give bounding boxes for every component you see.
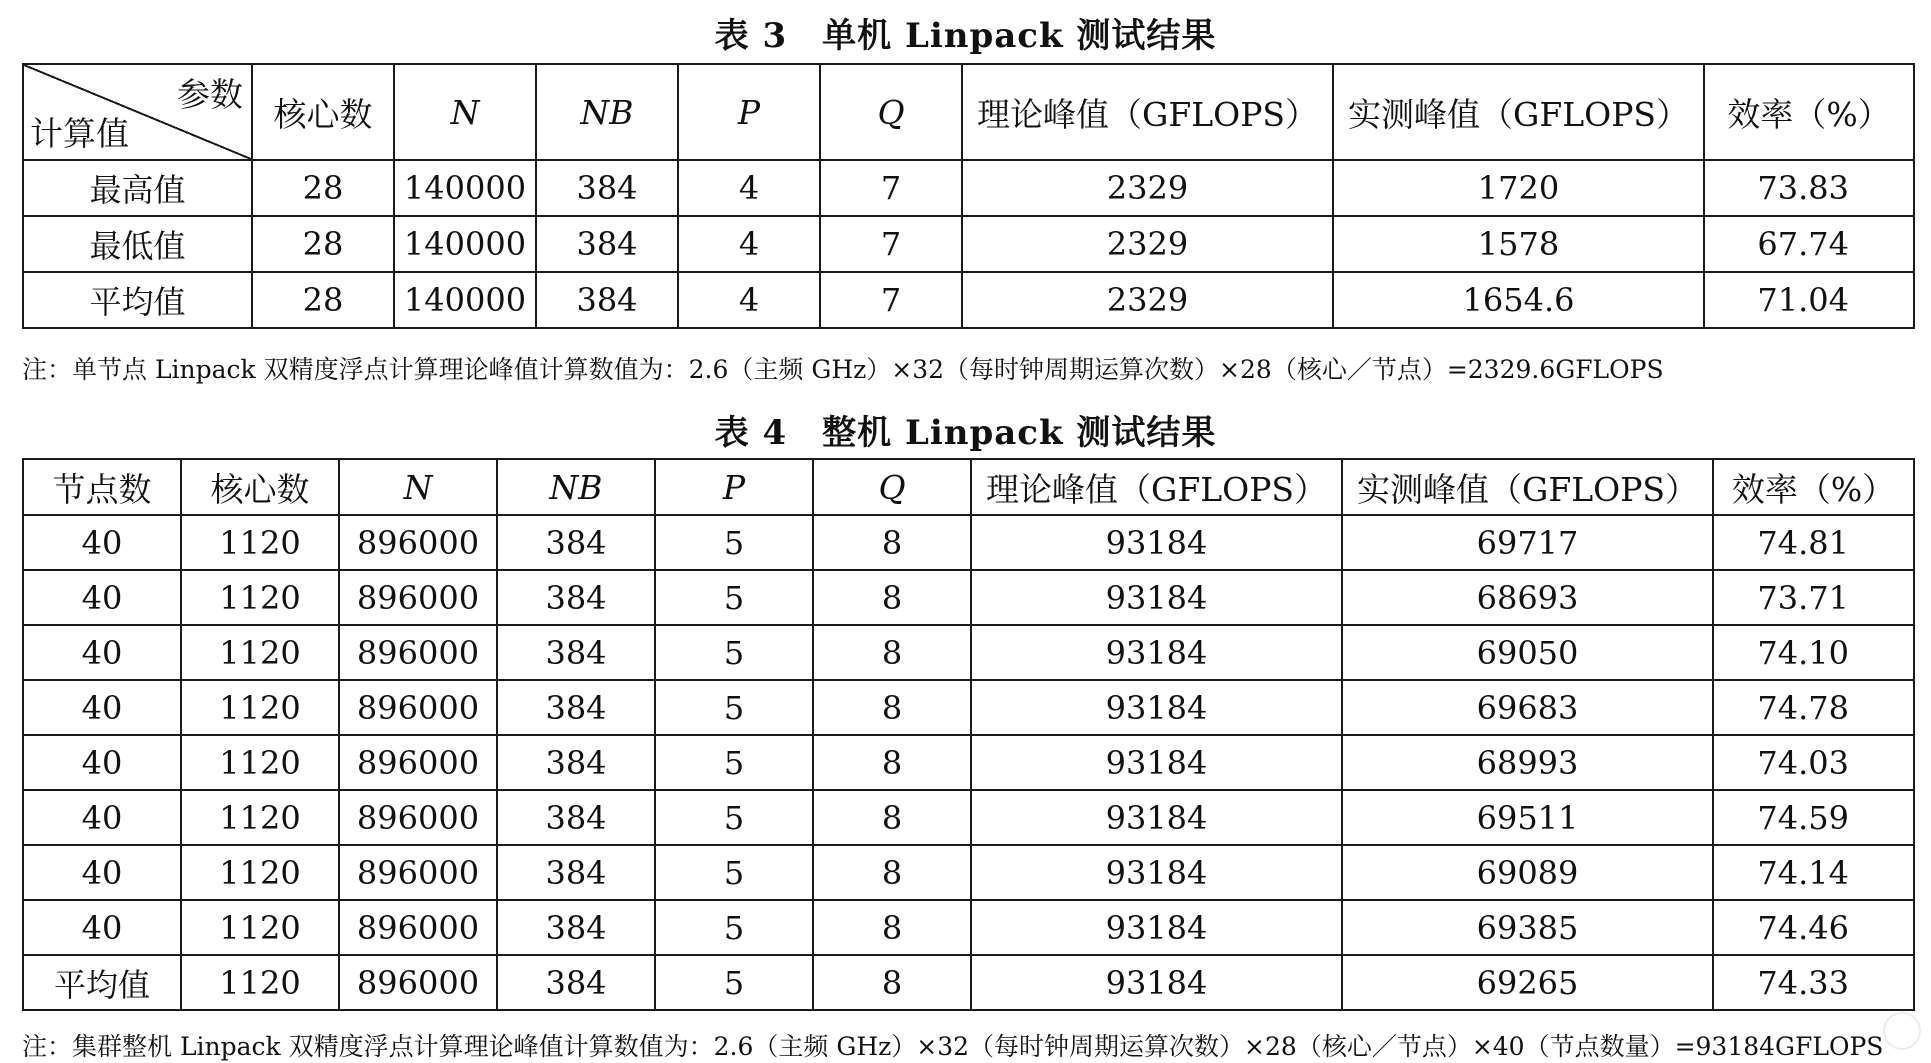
table3-cell: 2329 xyxy=(962,160,1333,216)
table3-cell: 7 xyxy=(820,272,962,328)
table4-cell: 1120 xyxy=(181,680,339,735)
table3-cell: 384 xyxy=(536,160,678,216)
watermark-icon xyxy=(1883,1012,1921,1050)
table3-row xyxy=(23,272,1914,328)
table3-cell: 71.04 xyxy=(1704,272,1914,328)
table4 xyxy=(22,458,1915,1011)
table3-body xyxy=(23,160,1914,328)
table3-cell: 67.74 xyxy=(1704,216,1914,272)
table4-cell: 68993 xyxy=(1342,735,1713,790)
table4-cell: 896000 xyxy=(339,790,497,845)
table4-cell: 896000 xyxy=(339,515,497,570)
table3-row xyxy=(23,160,1914,216)
table4-cell: 93184 xyxy=(971,680,1342,735)
table4-body xyxy=(23,515,1914,1010)
table4-col-nb: NB xyxy=(497,459,655,515)
table3-cell: 28 xyxy=(252,216,394,272)
table3-cell: 28 xyxy=(252,272,394,328)
table4-cell: 93184 xyxy=(971,515,1342,570)
table4-cell: 5 xyxy=(655,625,813,680)
table4-col-efficiency: 效率（%） xyxy=(1713,459,1914,515)
table4-cell: 1120 xyxy=(181,625,339,680)
table3-cell: 28 xyxy=(252,160,394,216)
table4-cell: 896000 xyxy=(339,955,497,1010)
table4-caption: 表 4 整机 Linpack 测试结果 xyxy=(714,413,1217,453)
table4-cell: 5 xyxy=(655,900,813,955)
table3-cell: 140000 xyxy=(394,272,536,328)
table3-cell: 384 xyxy=(536,216,678,272)
table4-cell: 8 xyxy=(813,845,971,900)
table4-col-theoretical-peak: 理论峰值（GFLOPS） xyxy=(971,459,1342,515)
table3-cell: 平均值 xyxy=(23,272,252,328)
table4-cell: 1120 xyxy=(181,515,339,570)
table4-cell: 40 xyxy=(23,680,181,735)
table3-note: 注：单节点 Linpack 双精度浮点计算理论峰值计算数值为：2.6（主频 GHz）×32（每时钟周期运算次数）×28（核心／节点）=2329.6GFLOPS xyxy=(22,355,1664,384)
table4-cell: 40 xyxy=(23,900,181,955)
table4-cell: 74.14 xyxy=(1713,845,1914,900)
table3-col-p: P xyxy=(678,64,820,160)
table3-cell: 140000 xyxy=(394,160,536,216)
table4-cell: 5 xyxy=(655,570,813,625)
table4-cell: 74.81 xyxy=(1713,515,1914,570)
table4-cell: 74.59 xyxy=(1713,790,1914,845)
table4-cell: 1120 xyxy=(181,955,339,1010)
table3-cell: 4 xyxy=(678,272,820,328)
table4-cell: 40 xyxy=(23,625,181,680)
table4-cell: 896000 xyxy=(339,735,497,790)
table4-col-p: P xyxy=(655,459,813,515)
table3-cell: 7 xyxy=(820,216,962,272)
table4-cell: 384 xyxy=(497,625,655,680)
diag-label-params: 参数 xyxy=(177,75,243,114)
table4-cell: 69265 xyxy=(1342,955,1713,1010)
table4-cell: 69050 xyxy=(1342,625,1713,680)
table4-col-measured-peak: 实测峰值（GFLOPS） xyxy=(1342,459,1713,515)
table3-row xyxy=(23,216,1914,272)
table3-col-efficiency: 效率（%） xyxy=(1704,64,1914,160)
table3-cell: 384 xyxy=(536,272,678,328)
table4-cell: 384 xyxy=(497,515,655,570)
table4-cell: 5 xyxy=(655,790,813,845)
table4-row xyxy=(23,570,1914,625)
table4-col-n: N xyxy=(339,459,497,515)
table4-row xyxy=(23,900,1914,955)
table4-cell: 73.71 xyxy=(1713,570,1914,625)
table4-cell: 93184 xyxy=(971,570,1342,625)
table4-cell: 69683 xyxy=(1342,680,1713,735)
table3-cell: 2329 xyxy=(962,272,1333,328)
table4-cell: 384 xyxy=(497,680,655,735)
table4-cell: 93184 xyxy=(971,900,1342,955)
table4-cell: 384 xyxy=(497,845,655,900)
table4-col-nodes: 节点数 xyxy=(23,459,181,515)
table4-cell: 896000 xyxy=(339,625,497,680)
table4-row xyxy=(23,625,1914,680)
table3-cell: 1578 xyxy=(1333,216,1704,272)
table4-cell: 5 xyxy=(655,845,813,900)
table4-cell: 40 xyxy=(23,735,181,790)
table4-row xyxy=(23,735,1914,790)
table4-cell: 8 xyxy=(813,735,971,790)
table4-cell: 8 xyxy=(813,570,971,625)
table4-cell: 8 xyxy=(813,790,971,845)
table4-cell: 384 xyxy=(497,900,655,955)
table4-cell: 384 xyxy=(497,955,655,1010)
table4-cell: 40 xyxy=(23,570,181,625)
table4-cell: 1120 xyxy=(181,845,339,900)
table4-cell: 1120 xyxy=(181,790,339,845)
table4-cell: 93184 xyxy=(971,625,1342,680)
table4-cell: 8 xyxy=(813,680,971,735)
table4-cell: 8 xyxy=(813,625,971,680)
table4-cell: 384 xyxy=(497,790,655,845)
table4-cell: 平均值 xyxy=(23,955,181,1010)
table4-row xyxy=(23,955,1914,1010)
table3-col-theoretical-peak: 理论峰值（GFLOPS） xyxy=(962,64,1333,160)
table4-cell: 1120 xyxy=(181,735,339,790)
table3-cell: 4 xyxy=(678,160,820,216)
table4-cell: 896000 xyxy=(339,845,497,900)
table4-cell: 896000 xyxy=(339,570,497,625)
table4-col-cores: 核心数 xyxy=(181,459,339,515)
table4-cell: 1120 xyxy=(181,900,339,955)
table4-cell: 384 xyxy=(497,735,655,790)
table4-row xyxy=(23,680,1914,735)
table3-cell: 1654.6 xyxy=(1333,272,1704,328)
table4-row xyxy=(23,790,1914,845)
table4-cell: 5 xyxy=(655,955,813,1010)
table4-cell: 93184 xyxy=(971,790,1342,845)
table4-cell: 93184 xyxy=(971,955,1342,1010)
table4-cell: 8 xyxy=(813,955,971,1010)
table4-cell: 68693 xyxy=(1342,570,1713,625)
table3-diagonal-header xyxy=(23,64,252,160)
table4-cell: 69717 xyxy=(1342,515,1713,570)
table4-col-q: Q xyxy=(813,459,971,515)
table4-cell: 5 xyxy=(655,680,813,735)
table4-cell: 74.03 xyxy=(1713,735,1914,790)
table4-cell: 896000 xyxy=(339,900,497,955)
table4-cell: 8 xyxy=(813,900,971,955)
table4-cell: 896000 xyxy=(339,680,497,735)
table3-col-q: Q xyxy=(820,64,962,160)
diag-label-values: 计算值 xyxy=(30,114,129,153)
table3-cell: 2329 xyxy=(962,216,1333,272)
table3-cell: 73.83 xyxy=(1704,160,1914,216)
table4-row xyxy=(23,845,1914,900)
table3-cell: 4 xyxy=(678,216,820,272)
table3-cell: 140000 xyxy=(394,216,536,272)
table3-col-nb: NB xyxy=(536,64,678,160)
table4-cell: 69385 xyxy=(1342,900,1713,955)
table4-cell: 40 xyxy=(23,790,181,845)
table3-header-row xyxy=(23,64,1914,160)
table4-header-row xyxy=(23,459,1914,515)
table3-cell: 最低值 xyxy=(23,216,252,272)
table3-cell: 最高值 xyxy=(23,160,252,216)
table4-cell: 1120 xyxy=(181,570,339,625)
table4-cell: 384 xyxy=(497,570,655,625)
table4-cell: 5 xyxy=(655,515,813,570)
table4-cell: 74.78 xyxy=(1713,680,1914,735)
table3-col-measured-peak: 实测峰值（GFLOPS） xyxy=(1333,64,1704,160)
table4-cell: 74.33 xyxy=(1713,955,1914,1010)
table3 xyxy=(22,63,1915,329)
table4-cell: 69511 xyxy=(1342,790,1713,845)
table3-col-cores: 核心数 xyxy=(252,64,394,160)
table4-row xyxy=(23,515,1914,570)
table3-cell: 1720 xyxy=(1333,160,1704,216)
table3-caption: 表 3 单机 Linpack 测试结果 xyxy=(714,16,1217,56)
table4-cell: 74.10 xyxy=(1713,625,1914,680)
table4-cell: 93184 xyxy=(971,735,1342,790)
table4-cell: 93184 xyxy=(971,845,1342,900)
table4-cell: 74.46 xyxy=(1713,900,1914,955)
table4-cell: 40 xyxy=(23,845,181,900)
table4-cell: 8 xyxy=(813,515,971,570)
table3-cell: 7 xyxy=(820,160,962,216)
table4-note: 注：集群整机 Linpack 双精度浮点计算理论峰值计算数值为：2.6（主频 GHz）×32（每时钟周期运算次数）×28（核心／节点）×40（节点数量）=93184GFLOPS xyxy=(22,1032,1884,1061)
table3-col-n: N xyxy=(394,64,536,160)
table4-cell: 5 xyxy=(655,735,813,790)
table4-cell: 69089 xyxy=(1342,845,1713,900)
table4-cell: 40 xyxy=(23,515,181,570)
